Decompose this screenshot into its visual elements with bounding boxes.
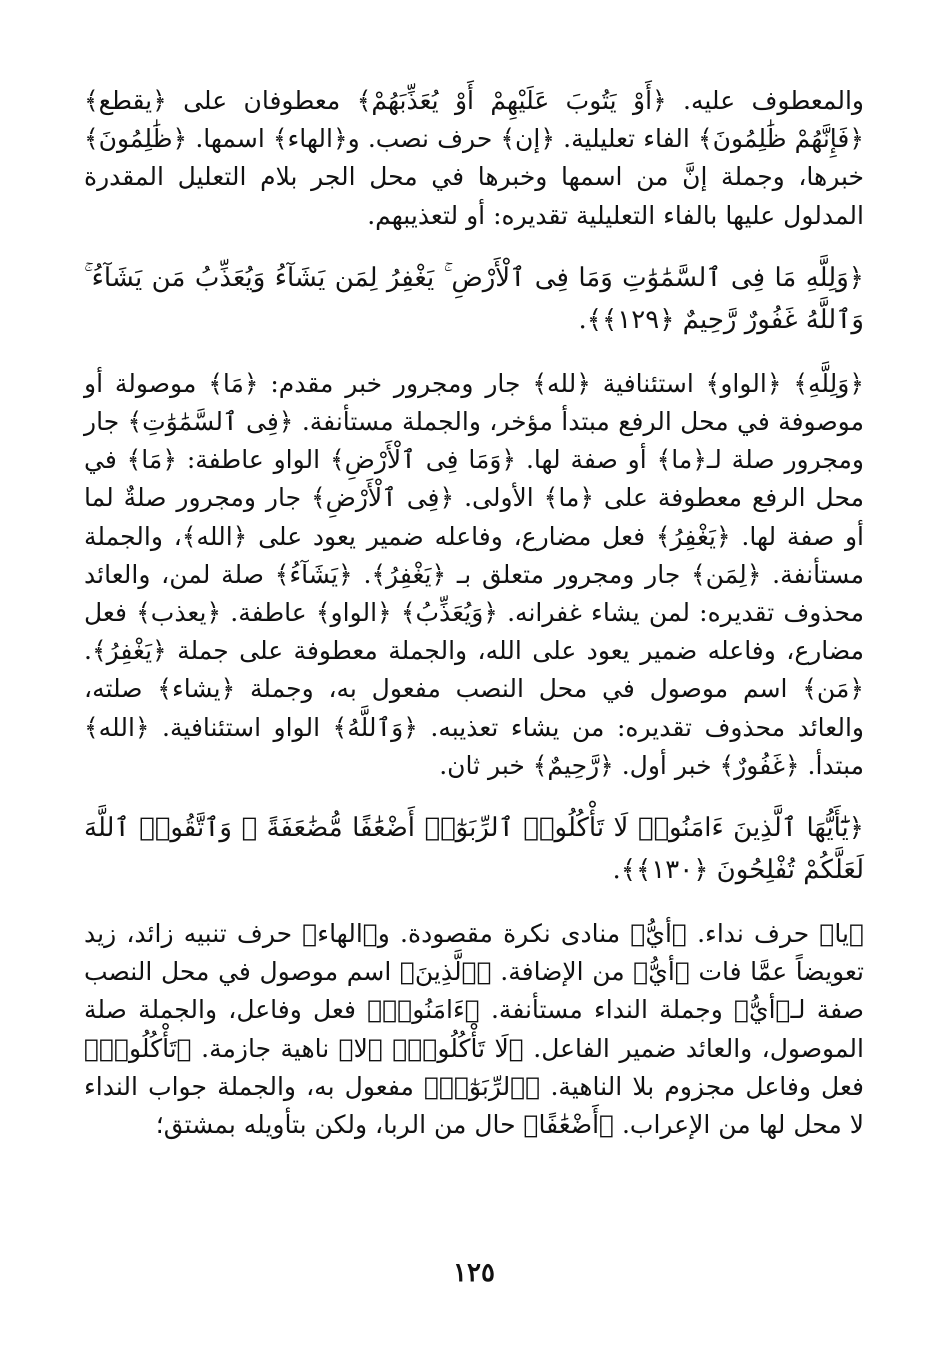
commentary-paragraph-3: ﴿يا﴾ حرف نداء. ﴿أيُّ﴾ منادى نكرة مقصودة. و﴿الهاء﴾ حرف تنبيه زائد، زيد تعويضاً عمَّا فات ﴿أيُّ﴾ من الإضافة. ﴿ٱلَّذِينَ﴾ اسم موصول في محل النصب صفة لـ﴿أيُّ﴾ وجملة النداء مستأنفة. ﴿ءَامَنُوا۟﴾ فعل وفاعل، والجملة صلة الموصول، والعائد ضمير الفاعل. ﴿لَا تَأْكُلُوا۟﴾ ﴿لا﴾ ناهية جازمة. ﴿تَأْكُلُوا۟﴾ فعل وفاعل مجزوم بلا الناهية. ﴿ٱلرِّبَوٰٓا۟﴾ مفعول به، والجملة جواب النداء لا محل لها من الإعراب. ﴿أَضْعَٰفًا﴾ حال من الربا، ولكن بتأويله بمشتق؛ (84, 919, 864, 1140)
commentary-paragraph-1: والمعطوف عليه. ﴿أَوْ يَتُوبَ عَلَيْهِمْ أَوْ يُعَذِّبَهُمْ﴾ معطوفان على ﴿يقطع﴾ ﴿فَإِنَّهُمْ ظَٰلِمُونَ﴾ الفاء تعليلية. ﴿إن﴾ حرف نصب. و﴿الهاء﴾ اسمها. ﴿ظَٰلِمُونَ﴾ خبرها، وجملة إنَّ من اسمها وخبرها في محل الجر بلام التعليل المقدرة المدلول عليها بالفاء التعليلية تقديره: أو لتعذيبهم. (84, 86, 864, 230)
page-number: ١٢٥ (453, 1258, 495, 1288)
quran-verse-130: ﴿يَٰٓأَيُّهَا ٱلَّذِينَ ءَامَنُوا۟ لَا تَأْكُلُوا۟ ٱلرِّبَوٰٓا۟ أَضْعَٰفًا مُّضَٰعَفَةً ۖ وَٱتَّقُوا۟ ٱللَّهَ لَعَلَّكُمْ تُفْلِحُونَ ﴿١٣٠﴾﴾. (84, 813, 864, 886)
commentary-paragraph-2: ﴿وَلِلَّهِ﴾ ﴿الواو﴾ استئنافية ﴿لله﴾ جار ومجرور خبر مقدم: ﴿مَا﴾ موصولة أو موصوفة في محل الرفع مبتدأ مؤخر، والجملة مستأنفة. ﴿فِى ٱلسَّمَٰوَٰتِ﴾ جار ومجرور صلة لـ﴿ما﴾ أو صفة لها. ﴿وَمَا فِى ٱلْأَرْضِ﴾ الواو عاطفة: ﴿مَا﴾ في محل الرفع معطوفة على ﴿ما﴾ الأولى. ﴿فِى ٱلْأَرْضِ﴾ جار ومجرور صلةٌ لما أو صفة لها. ﴿يَغْفِرُ﴾ فعل مضارع، وفاعله ضمير يعود على ﴿الله﴾، والجملة مستأنفة. ﴿لِمَن﴾ جار ومجرور متعلق بـ ﴿يَغْفِرُ﴾. ﴿يَشَآءُ﴾ صلة لمن، والعائد محذوف تقديره: لمن يشاء غفرانه. ﴿وَيُعَذِّبُ﴾ ﴿الواو﴾ عاطفة. ﴿يعذب﴾ فعل مضارع، وفاعله ضمير يعود على الله، والجملة معطوفة على جملة ﴿يَغْفِرُ﴾. ﴿مَن﴾ اسم موصول في محل النصب مفعول به، وجملة ﴿يشاء﴾ صلته، والعائد محذوف تقديره: من يشاء تعذيبه. ﴿وَٱللَّهُ﴾ الواو استئنافية. ﴿الله﴾ مبتدأ. ﴿غَفُورٌ﴾ خبر أول. ﴿رَّحِيمٌ﴾ خبر ثان. (84, 368, 864, 780)
quran-verse-129: ﴿وَلِلَّهِ مَا فِى ٱلسَّمَٰوَٰتِ وَمَا فِى ٱلْأَرْضِ ۚ يَغْفِرُ لِمَن يَشَآءُ وَيُعَذِّبُ مَن يَشَآءُ ۚ وَٱللَّهُ غَفُورٌ رَّحِيمٌ ﴿١٢٩﴾﴾. (84, 262, 864, 335)
